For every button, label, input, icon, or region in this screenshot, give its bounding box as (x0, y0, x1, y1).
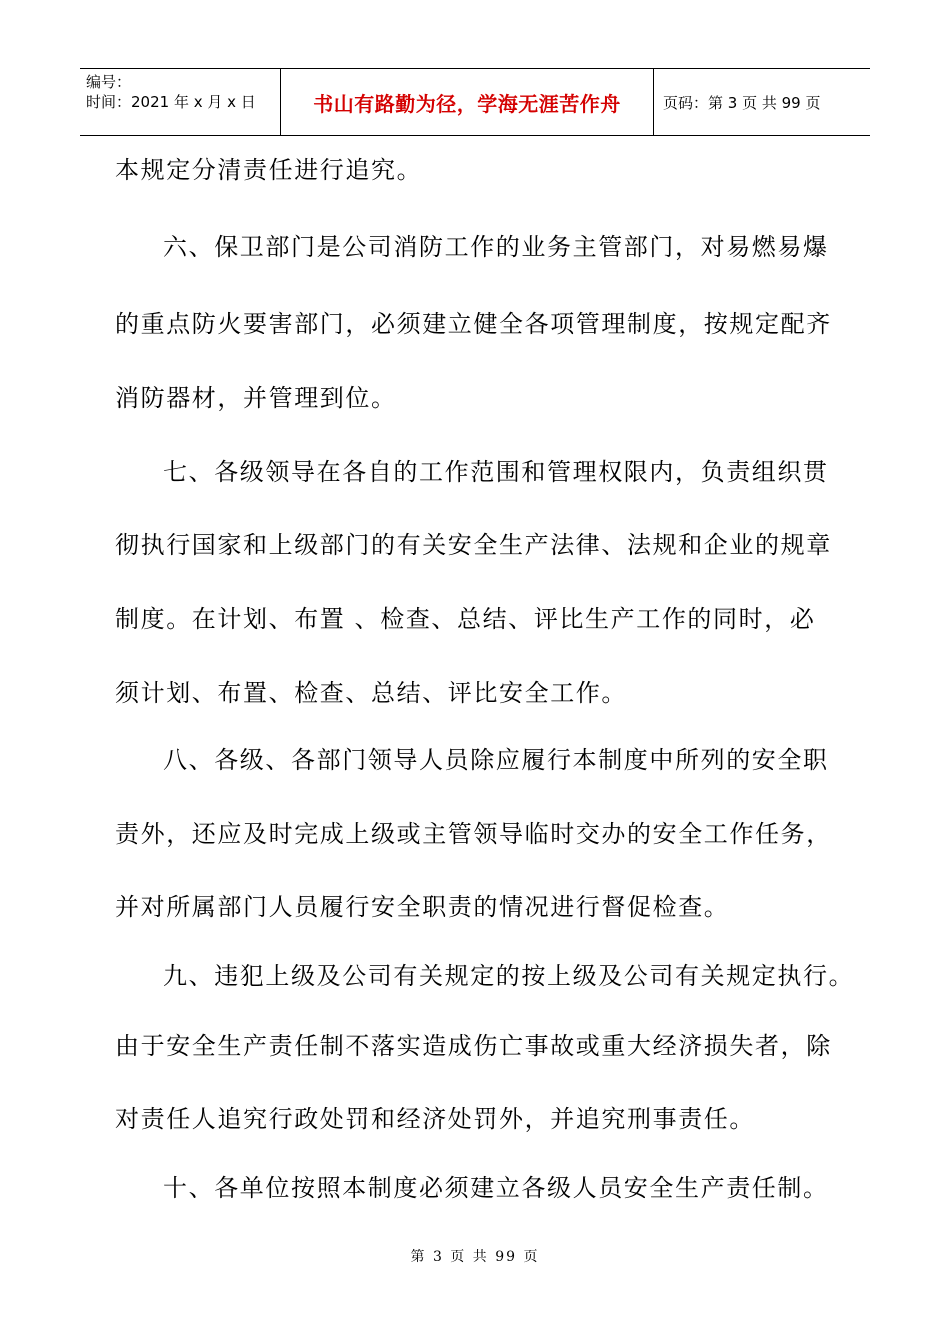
body-line: 本规定分清责任进行追究。 (115, 156, 423, 184)
header-motto: 书山有路勤为径，学海无涯苦作舟 (281, 69, 654, 135)
paragraph-ten-line: 十、各单位按照本制度必须建立各级人员安全生产责任制。 (163, 1174, 829, 1202)
page-footer: 第 3 页 共 99 页 (410, 1249, 540, 1265)
paragraph-seven-line: 七、各级领导在各自的工作范围和管理权限内，负责组织贯 (163, 458, 829, 486)
body-line: 制度。在计划、布置 、检查、总结、评比生产工作的同时，必 (115, 605, 816, 633)
body-line: 并对所属部门人员履行安全职责的情况进行督促检查。 (115, 893, 730, 921)
body-line: 责外，还应及时完成上级或主管领导临时交办的安全工作任务， (115, 820, 832, 848)
body-line: 消防器材，并管理到位。 (115, 384, 397, 412)
page-header (80, 68, 870, 136)
document-number-label: 编号： (86, 73, 132, 91)
body-line: 的重点防火要害部门，必须建立健全各项管理制度，按规定配齐 (115, 310, 832, 338)
body-line: 须计划、布置、检查、总结、评比安全工作。 (115, 679, 627, 707)
paragraph-six-line: 六、保卫部门是公司消防工作的业务主管部门，对易燃易爆 (163, 233, 829, 261)
header-meta (80, 69, 281, 135)
paragraph-eight-line: 八、各级、各部门领导人员除应履行本制度中所列的安全职 (163, 746, 829, 774)
header-page-code: 页码：第 3 页 共 99 页 (663, 93, 821, 112)
document-date-label: 时间：2021 年 x 月 x 日 (86, 93, 256, 111)
body-line: 由于安全生产责任制不落实造成伤亡事故或重大经济损失者，除 (115, 1032, 832, 1060)
body-line: 彻执行国家和上级部门的有关安全生产法律、法规和企业的规章 (115, 531, 832, 559)
paragraph-nine-line: 九、违犯上级及公司有关规定的按上级及公司有关规定执行。 (163, 962, 855, 990)
body-line: 对责任人追究行政处罚和经济处罚外，并追究刑事责任。 (115, 1105, 755, 1133)
